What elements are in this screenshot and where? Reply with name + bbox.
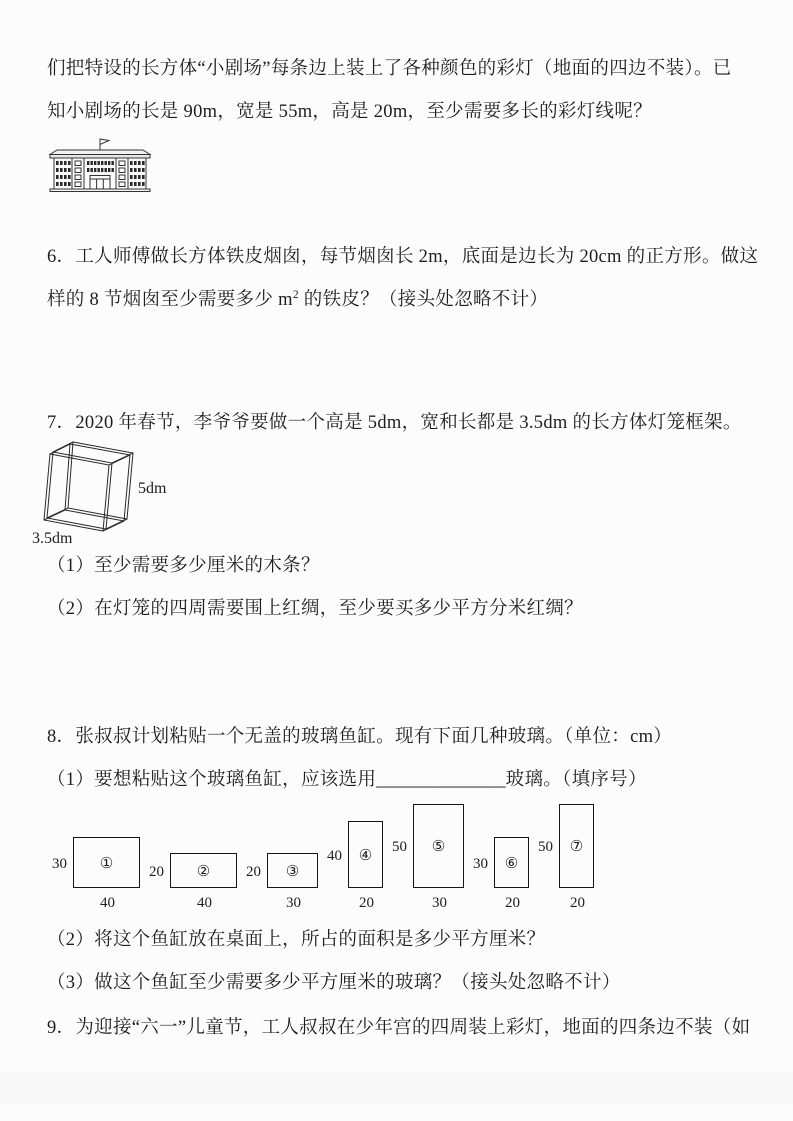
glass-height-label: 40: [327, 847, 342, 864]
glass-number: ③: [285, 861, 300, 880]
glass-pieces-diagram: [52, 800, 594, 912]
glass-height-label: 20: [246, 863, 261, 880]
problem5-text-line1: 们把特设的长方体“小剧场”每条边上装上了各种颜色的彩灯（地面的四边不装）。已: [47, 59, 732, 79]
glass-rect: [348, 821, 383, 888]
glass-width-label: 30: [286, 895, 301, 911]
glass-number: ⑥: [504, 853, 519, 872]
problem8-question2: （2）将这个鱼缸放在桌面上，所占的面积是多少平方厘米？: [47, 930, 546, 950]
glass-number: ②: [196, 861, 211, 880]
glass-rect: [559, 804, 594, 888]
glass-width-label: 20: [505, 895, 520, 911]
glass-width-label: 20: [570, 895, 585, 911]
glass-piece: [246, 855, 318, 912]
glass-rect: [267, 853, 318, 888]
problem8-question3: （3）做这个鱼缸至少需要多少平方厘米的玻璃？（接头处忽略不计）: [47, 973, 621, 993]
glass-piece: [149, 855, 237, 912]
glass-height-label: 50: [538, 839, 553, 855]
cuboid-base-label: 3.5dm: [32, 530, 73, 547]
problem9-text-line1: 9．为迎接“六一”儿童节，工人叔叔在少年宫的四周装上彩灯，地面的四条边不装（如: [47, 1018, 751, 1038]
problem7-text-line1: 7．2020 年春节，李爷爷要做一个高是 5dm，宽和长都是 3.5dm 的长方体灯笼框架。: [47, 413, 742, 433]
problem7-question1: （1）至少需要多少厘米的木条？: [47, 556, 320, 576]
glass-number: ⑦: [569, 837, 584, 855]
glass-number: ①: [99, 853, 114, 872]
superscript-2: 2: [292, 288, 299, 301]
problem5-text-line2: 知小剧场的长是 90m，宽是 55m，高是 20m，至少需要多长的彩灯线呢？: [47, 102, 652, 122]
glass-rect: [494, 837, 529, 888]
school-building-illustration: [44, 137, 156, 199]
glass-rect: [413, 804, 464, 888]
page-bottom-margin: [0, 1072, 793, 1104]
glass-piece: [538, 806, 594, 912]
glass-piece: [327, 823, 383, 912]
glass-height-label: 20: [149, 863, 164, 880]
glass-height-label: 30: [473, 855, 488, 872]
glass-piece: [52, 839, 140, 912]
glass-piece: [392, 806, 464, 912]
problem8-question1: （1）要想粘贴这个玻璃鱼缸，应该选用______________玻璃。（填序号）: [47, 770, 647, 790]
glass-width-label: 40: [100, 895, 115, 911]
problem6-text-line1: 6．工人师傅做长方体铁皮烟囱，每节烟囱长 2m，底面是边长为 20cm 的正方形。做这: [47, 247, 759, 267]
school-building-icon: [44, 137, 156, 199]
glass-piece: [473, 839, 529, 912]
glass-number: ④: [358, 845, 373, 864]
cuboid-height-label: 5dm: [138, 480, 167, 497]
answer-blank: ______________: [376, 770, 506, 790]
glass-width-label: 20: [359, 895, 374, 911]
wireframe-cuboid-diagram: [30, 438, 210, 550]
glass-number: ⑤: [431, 837, 446, 855]
problem6-text-line2: 样的 8 节烟囱至少需要多少 $m^2$ 的铁皮？（接头处忽略不计）: [47, 288, 549, 310]
problem7-question2: （2）在灯笼的四周需要围上红绸，至少要买多少平方分米红绸？: [47, 599, 583, 619]
problem8-text-line1: 8．张叔叔计划粘贴一个无盖的玻璃鱼缸。现有下面几种玻璃。（单位：cm）: [47, 727, 673, 747]
glass-rect: [73, 837, 140, 888]
glass-rect: [170, 853, 237, 888]
lantern-frame-figure: [30, 438, 210, 550]
glass-height-label: 30: [52, 855, 67, 872]
glass-width-label: 40: [197, 895, 212, 911]
glass-width-label: 30: [432, 895, 447, 911]
glass-height-label: 50: [392, 839, 407, 855]
